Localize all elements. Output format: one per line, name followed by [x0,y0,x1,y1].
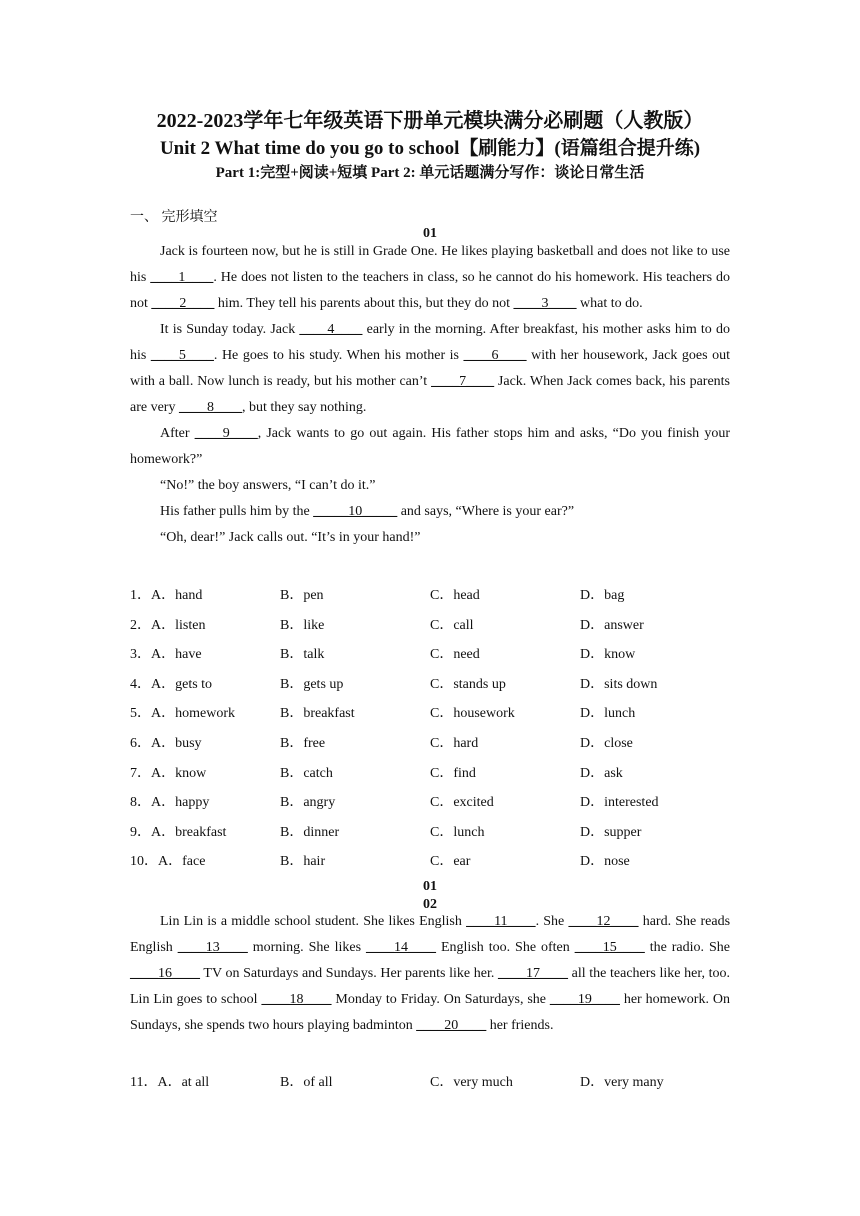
paragraph-text: After [160,426,195,441]
question-options-row [130,850,730,870]
section-heading: 一、 完形填空 [130,210,218,225]
paragraph-text: , but they say nothing. [241,400,367,415]
option-a [130,614,205,634]
option-d: D．nose [580,854,630,870]
document-title: 2022-2023学年七年级英语下册单元模块满分必刷题（人教版） [156,110,704,132]
answer-blank: ____12____ [568,914,639,929]
option-c: C．excited [430,795,494,811]
option-text: A．face [158,854,206,870]
option-d: D．very many [580,1075,664,1090]
answer-blank: ____17____ [497,966,568,981]
option-text: A．gets to [151,676,213,692]
answer-blank: ____7____ [431,374,495,389]
question-options-row [130,673,730,693]
paragraph-text: “No!” the boy answers, “I can’t do it.” [160,478,376,493]
question-number: 6． [130,736,151,751]
document-subtitle: Unit 2 What time do you go to school【刷能力】(语篇组合提升练) [159,138,701,159]
question-options-row [130,643,730,663]
paragraph-text: Jack is fourteen now, but he is still in Grade One. He likes playing basketball and does not like to use his [130,244,730,285]
paragraph [130,317,730,421]
answer-blank: ____11____ [466,914,536,929]
option-d: D．sits down [580,676,658,692]
option-d: D．bag [580,588,625,603]
paragraph-text: her friends. [486,1018,554,1033]
answer-blank: ____4____ [299,322,363,337]
passage-2-text [130,909,730,1039]
paragraph [130,239,730,317]
option-text: A．have [151,647,202,663]
option-d: D．ask [580,765,623,781]
passage-1-text [130,239,730,551]
option-a [130,643,202,663]
question-options-row [130,1071,730,1091]
question-number: 1． [130,588,151,603]
option-c: C．ear [430,854,471,870]
paragraph-text: . She [535,914,569,929]
option-b: B．of all [280,1075,333,1090]
paragraph-text: Lin Lin is a middle school student. She likes English [160,914,467,929]
question-number: 10． [130,854,158,870]
option-b: B．breakfast [280,706,355,722]
document-parts-line: Part 1:完型+阅读+短填 Part 2: 单元话题满分写作：谈论日常生活 [215,165,645,181]
answer-blank: ____6____ [463,348,527,363]
option-text: A．hand [151,588,203,603]
passage-marker: 01 [423,879,437,894]
paragraph-text: and says, “Where is your ear?” [397,504,575,519]
paragraph-text: hard. She reads English [130,914,731,955]
answer-blank: ____16____ [130,966,200,981]
paragraph-text: . He does not listen to the teachers in class, so he cannot do his homework. His teachers do not [130,270,730,311]
option-a [130,1071,209,1091]
option-b: B．pen [280,588,324,603]
paragraph-text: morning. She likes [247,940,366,955]
question-number: 11． [130,1075,158,1090]
option-text: A．happy [151,795,210,811]
question-options-row [130,821,730,841]
option-a [130,850,205,870]
answer-blank: ____19____ [549,992,620,1007]
option-b: B．angry [280,795,336,811]
paragraph-text: , Jack wants to go out again. His father stops him and asks, “Do you finish your homework?” [130,426,730,467]
option-c: C．hard [430,736,479,751]
paragraph-text: “Oh, dear!” Jack calls out. “It’s in your hand!” [160,530,421,545]
paragraph [130,909,730,1039]
answer-blank: ____9____ [194,426,258,441]
paragraph-text: him. They tell his parents about this, but they do not [214,296,514,311]
answer-blank: ____15____ [574,940,645,955]
question-options-row [130,614,730,634]
option-c: C．find [430,765,476,781]
paragraph-text: her homework. On Sundays, she spends two hours playing badminton [130,992,730,1033]
paragraph [130,473,730,499]
option-b: B．talk [280,647,325,663]
option-d: D．know [580,647,636,663]
paragraph-text: Jack. When Jack comes back, his parents are very [130,374,730,415]
paragraph [130,421,730,473]
answer-blank: ____13____ [177,940,248,955]
question-options-row [130,791,730,811]
option-a [130,762,206,782]
paragraph-text: early in the morning. After breakfast, his mother asks him to do his [130,322,730,363]
option-text: A．breakfast [151,824,227,840]
option-a [130,821,226,841]
option-a [130,791,209,811]
answer-blank: ____2____ [151,296,215,311]
paragraph-text: Monday to Friday. On Saturdays, she [331,992,550,1007]
option-b: B．free [280,736,326,751]
option-text: A．at all [157,1075,210,1090]
paragraph [130,499,730,525]
option-text: A．know [151,765,207,781]
paragraph [130,525,730,551]
question-options-row [130,762,730,782]
question-number: 9． [130,824,151,840]
paragraph-text: . He goes to his study. When his mother is [213,348,464,363]
option-c: C．housework [430,706,515,722]
option-a [130,584,202,604]
paragraph-text: with her housework, Jack goes out with a ball. Now lunch is ready, but his mother can’t [130,348,730,389]
question-number: 3． [130,647,151,663]
question-options-row [130,584,730,604]
option-b: B．catch [280,765,333,781]
option-b: B．gets up [280,676,344,692]
paragraph-text: the radio. She [644,940,730,955]
answer-blank: ____14____ [365,940,436,955]
answer-blank: ____5____ [150,348,214,363]
question-options-row [130,732,730,752]
option-text: A．busy [151,736,202,751]
paragraph-text: His father pulls him by the [160,504,314,519]
paragraph-text: all the teachers like her, too. Lin Lin goes to school [130,966,730,1007]
option-c: C．stands up [430,676,506,692]
question-number: 8． [130,795,151,811]
option-c: C．lunch [430,824,485,840]
option-b: B．hair [280,854,326,870]
paragraph-text: It is Sunday today. Jack [160,322,300,337]
option-a [130,673,212,693]
option-text: A．homework [151,706,235,722]
passage-marker: 02 [423,897,437,912]
option-c: C．need [430,647,480,663]
option-d: D．close [580,736,633,751]
option-b: B．like [280,617,325,633]
option-b: B．dinner [280,824,340,840]
answer-blank: ____18____ [261,992,332,1007]
option-d: D．supper [580,824,642,840]
answer-blank: _____10_____ [313,504,398,519]
paragraph-text: English too. She often [435,940,575,955]
option-d: D．answer [580,617,644,633]
passage-marker: 01 [423,226,437,241]
paragraph-text: TV on Saturdays and Sundays. Her parents like her. [200,966,498,981]
paragraph-text: what to do. [576,296,643,311]
option-c: C．call [430,617,474,633]
question-number: 2． [130,617,151,633]
option-c: C．very much [430,1075,513,1090]
option-d: D．interested [580,795,659,811]
answer-blank: ____3____ [513,296,577,311]
option-text: A．listen [151,617,206,633]
answer-blank: ____1____ [150,270,214,285]
option-a [130,702,235,722]
question-options-row [130,702,730,722]
question-number: 4． [130,676,151,692]
option-a [130,732,202,752]
answer-blank: ____8____ [178,400,242,415]
option-d: D．lunch [580,706,636,722]
question-number: 7． [130,765,151,781]
question-number: 5． [130,706,151,722]
option-c: C．head [430,588,480,603]
answer-blank: ____20____ [416,1018,487,1033]
